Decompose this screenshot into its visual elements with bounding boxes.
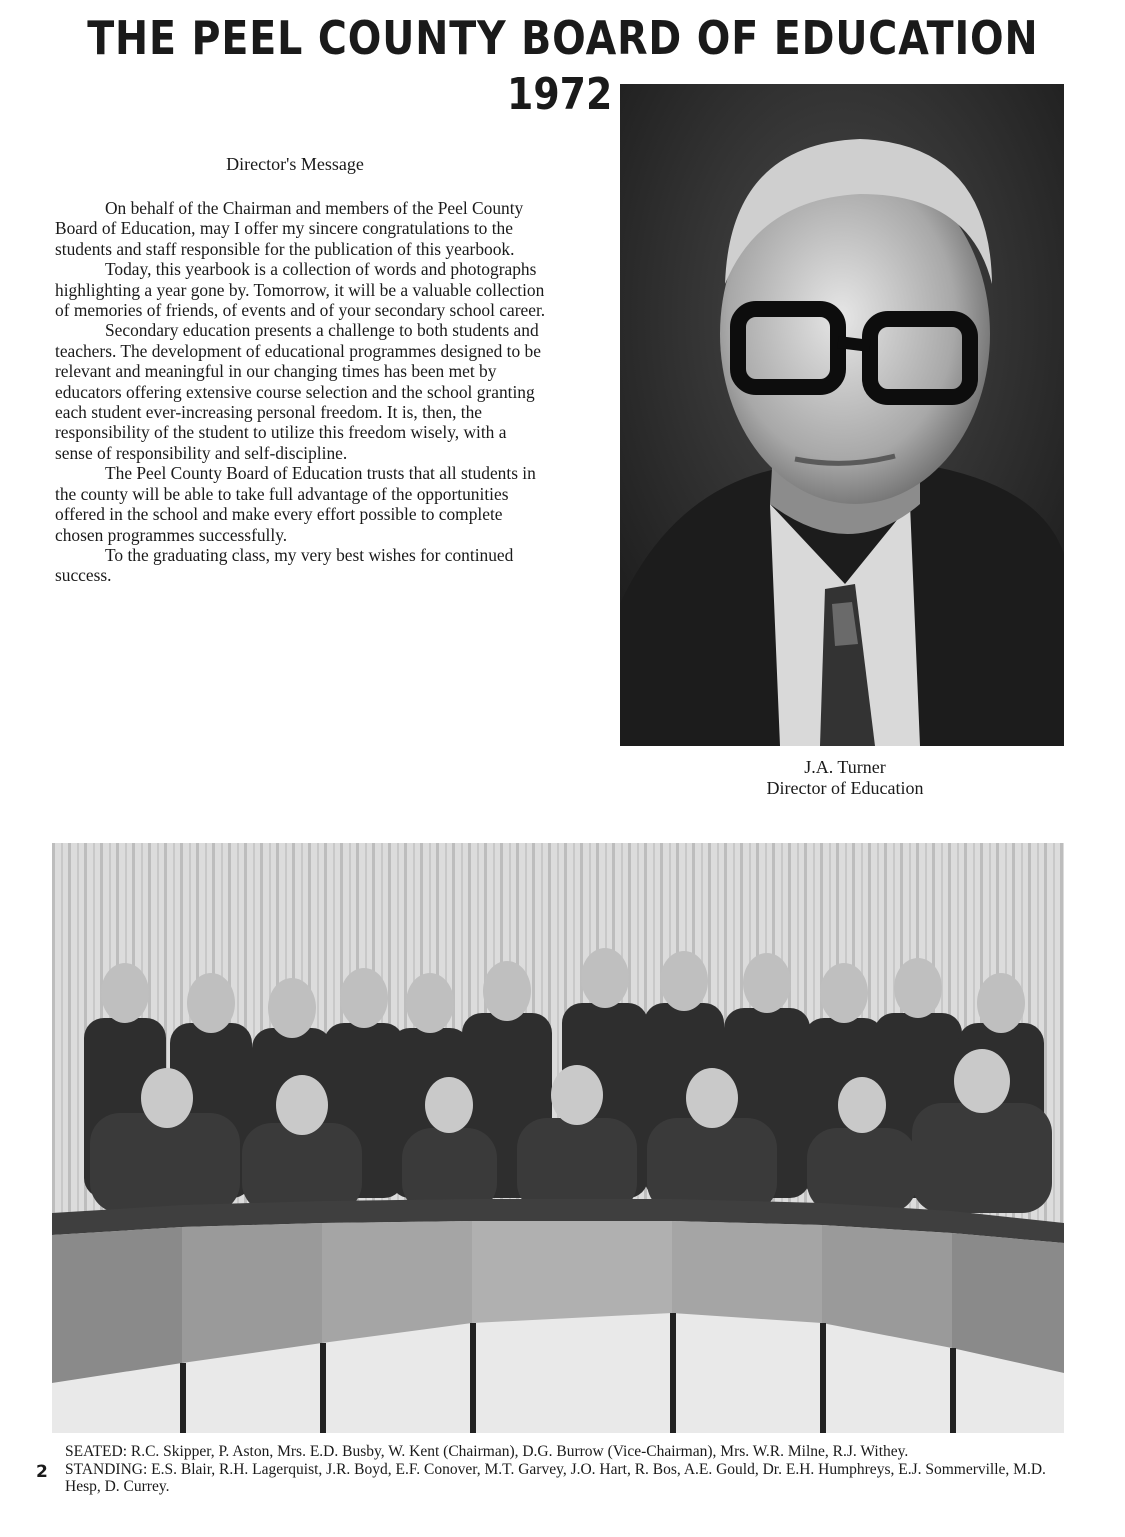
- page-title: THE PEEL COUNTY BOARD OF EDUCATION: [87, 11, 1039, 65]
- message-paragraph: To the graduating class, my very best wishes for continued success.: [55, 544, 514, 586]
- portrait-caption-name: J.A. Turner: [804, 757, 886, 777]
- caption-standing: STANDING: E.S. Blair, R.H. Lagerquist, J.R. Boyd, E.F. Conover, M.T. Garvey, J.O. Hart, R. Bos, A.E. Gould, Dr. E.H. Humphreys, E.J. Sommerville, M.D. Hesp, D. Currey.: [65, 1460, 1046, 1495]
- caption-seated: SEATED: R.C. Skipper, P. Aston, Mrs. E.D. Busby, W. Kent (Chairman), D.G. Burrow (Vice-Chairman), Mrs. W.R. Milne, R.J. Withey.: [65, 1443, 909, 1460]
- portrait-caption-role: Director of Education: [766, 778, 924, 798]
- message-paragraph: Today, this yearbook is a collection of words and photographs highlighting a year gone by. Tomorrow, it will be a valuable collection of memories of friends, of events and of your secondary school career.: [55, 259, 546, 321]
- director-portrait-photo: [620, 84, 1064, 746]
- message-body: [55, 198, 547, 586]
- group-photo-caption: [65, 1443, 1065, 1496]
- board-group-photo: [52, 843, 1064, 1433]
- message-paragraph: The Peel County Board of Education trusts that all students in the county will be able to take full advantage of the opportunities offered in the school and make every effort possible to complete chosen programmes successfully.: [55, 463, 536, 545]
- message-paragraph: On behalf of the Chairman and members of the Peel County Board of Education, may I offer my sincere congratulations to the students and staff responsible for the publication of this yearbook.: [55, 198, 524, 259]
- page-number: 2: [36, 1462, 48, 1482]
- group-photo-illustration: [52, 843, 1064, 1433]
- page-year: 1972: [507, 69, 613, 120]
- message-paragraph: Secondary education presents a challenge to both students and teachers. The development of educational programmes designed to be relevant and meaningful in our changing times has been met by educators offering extensive course selection and the school granting each student ever-increasing personal freedom. It is, then, the responsibility of the student to utilize this freedom wisely, with a sense of responsibility and self-discipline.: [55, 320, 541, 463]
- portrait-illustration: [620, 84, 1064, 746]
- message-heading: Director's Message: [226, 154, 364, 174]
